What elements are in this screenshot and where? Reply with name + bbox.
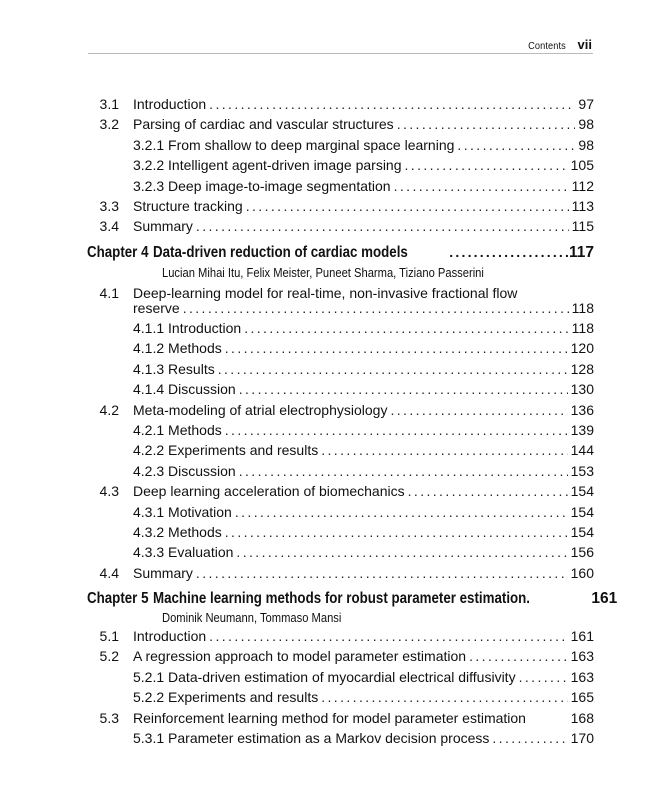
toc-subentry[interactable]: [0, 542, 648, 562]
toc-entry[interactable]: [0, 196, 648, 216]
section-number: 5.3: [99, 709, 119, 726]
entry-title: 4.2.3 Discussion: [133, 462, 236, 479]
section-number: 4.4: [99, 564, 119, 581]
toc-entry[interactable]: [0, 708, 648, 728]
entry-page: 98: [578, 116, 594, 133]
chapter-page: 117: [568, 244, 594, 261]
section-title-cont: reserve: [133, 300, 180, 316]
toc-subentry[interactable]: [0, 728, 648, 748]
entry-page: 136: [570, 401, 594, 418]
running-header-title: Contents: [527, 40, 566, 52]
section-number: 3.3: [99, 198, 119, 214]
section-number: 3.1: [99, 96, 119, 112]
section-title: Deep-learning model for real-time, non-invasive fractional flow: [133, 285, 518, 301]
running-header: [523, 37, 592, 52]
entry-title: 4.2.2 Experiments and results: [133, 442, 319, 459]
entry-page: 154: [570, 503, 594, 520]
chapter-4-authors: Lucian Mihai Itu, Felix Meister, Puneet Sharma, Tiziano Passerini: [162, 265, 484, 280]
section-number: 4.1: [99, 285, 119, 301]
section-number: 5.2: [99, 648, 119, 665]
entry-page: 161: [570, 628, 594, 644]
toc-subentry[interactable]: [0, 667, 648, 687]
entry-page: 112: [571, 177, 594, 194]
entry-title: Introduction: [133, 96, 207, 112]
toc-entry[interactable]: [0, 400, 648, 420]
entry-title: 5.2.1 Data-driven estimation of myocardial electrical diffusivity: [133, 668, 516, 685]
toc-subentry[interactable]: [0, 461, 648, 481]
entry-page: 120: [570, 340, 594, 357]
toc-subentry[interactable]: [0, 379, 648, 399]
entry-page: 97: [578, 96, 594, 112]
header-rule: [88, 53, 593, 54]
chapter-5-heading[interactable]: [87, 590, 618, 612]
toc-subentry[interactable]: [0, 318, 648, 338]
toc-entry[interactable]: [0, 563, 648, 583]
toc-entry[interactable]: [0, 94, 648, 114]
entry-page: 163: [570, 648, 594, 665]
entry-page: 160: [570, 564, 594, 581]
entry-page: 165: [570, 689, 594, 706]
entry-title: Deep learning acceleration of biomechanics: [133, 483, 405, 500]
section-number: 3.2: [99, 116, 119, 133]
entry-title: 5.2.2 Experiments and results: [133, 689, 319, 706]
entry-title: Reinforcement learning method for model parameter estimation: [133, 709, 526, 726]
entry-title: 4.1.2 Methods: [133, 340, 222, 357]
toc-entry[interactable]: [0, 626, 648, 646]
entry-title: 3.2.1 From shallow to deep marginal space learning: [133, 136, 455, 153]
chapter-4-heading[interactable]: [87, 244, 594, 266]
entry-page: 115: [571, 218, 594, 235]
toc-entry-4-1-cont[interactable]: [0, 298, 648, 318]
entry-page: 168: [570, 709, 594, 726]
entry-title: Summary: [133, 564, 193, 581]
entry-page: 105: [570, 157, 594, 174]
entry-title: 4.3.1 Motivation: [133, 503, 232, 520]
entry-page: 98: [578, 136, 594, 153]
section-number: 5.1: [99, 628, 119, 644]
entry-page: 130: [570, 381, 594, 398]
entry-title: Meta-modeling of atrial electrophysiology: [133, 401, 388, 418]
toc-subentry[interactable]: [0, 155, 648, 175]
entry-title: 4.3.2 Methods: [133, 524, 222, 540]
entry-title: A regression approach to model parameter estimation: [133, 648, 467, 665]
chapter-title: Data-driven reduction of cardiac models: [153, 244, 408, 261]
toc-subentry[interactable]: [0, 135, 648, 155]
entry-page: 163: [570, 668, 594, 685]
entry-page: 128: [570, 360, 594, 377]
entry-page: 154: [570, 524, 594, 540]
entry-title: Parsing of cardiac and vascular structures: [133, 116, 394, 133]
toc-entry[interactable]: [0, 481, 648, 501]
section-number: 3.4: [99, 218, 119, 235]
section-number: 4.3: [99, 483, 119, 500]
entry-title: 4.1.1 Introduction: [133, 320, 242, 336]
entry-page: 118: [571, 320, 594, 336]
entry-title: 4.1.3 Results: [133, 360, 215, 377]
entry-title: 4.2.1 Methods: [133, 422, 222, 438]
entry-page: 144: [570, 442, 594, 459]
section-number: 4.2: [99, 401, 119, 418]
entry-page: 153: [570, 462, 594, 479]
toc-subentry[interactable]: [0, 176, 648, 196]
toc-entry[interactable]: [0, 216, 648, 236]
entry-page: 170: [570, 730, 594, 746]
toc-entry[interactable]: [0, 114, 648, 134]
toc-subentry[interactable]: [0, 338, 648, 358]
entry-title: Summary: [133, 218, 193, 235]
toc-subentry[interactable]: [0, 502, 648, 522]
entry-title: 4.1.4 Discussion: [133, 381, 236, 398]
page-number: vii: [577, 37, 592, 52]
toc-subentry[interactable]: [0, 440, 648, 460]
entry-title: 4.3.3 Evaluation: [133, 544, 234, 561]
toc-entry[interactable]: [0, 646, 648, 666]
entry-title: Structure tracking: [133, 198, 243, 214]
entry-page: 154: [570, 483, 594, 500]
entry-page: 113: [571, 198, 594, 214]
chapter-label: Chapter 4: [87, 244, 149, 261]
entry-page: 156: [570, 544, 594, 561]
section-page: 118: [571, 300, 594, 316]
entry-title: 3.2.2 Intelligent agent-driven image parsing: [133, 157, 402, 174]
entry-title: Introduction: [133, 628, 207, 644]
toc-subentry[interactable]: [0, 522, 648, 542]
toc-subentry[interactable]: [0, 359, 648, 379]
entry-title: 3.2.3 Deep image-to-image segmentation: [133, 177, 391, 194]
chapter-label: Chapter 5: [87, 590, 149, 607]
chapter-title: Machine learning methods for robust parameter estimation.: [153, 590, 531, 607]
chapter-5-authors: Dominik Neumann, Tommaso Mansi: [162, 610, 342, 625]
entry-title: 5.3.1 Parameter estimation as a Markov decision process: [133, 730, 490, 746]
toc-subentry[interactable]: [0, 687, 648, 707]
toc-subentry[interactable]: [0, 420, 648, 440]
entry-page: 139: [570, 422, 594, 438]
chapter-page: 161: [591, 590, 618, 607]
